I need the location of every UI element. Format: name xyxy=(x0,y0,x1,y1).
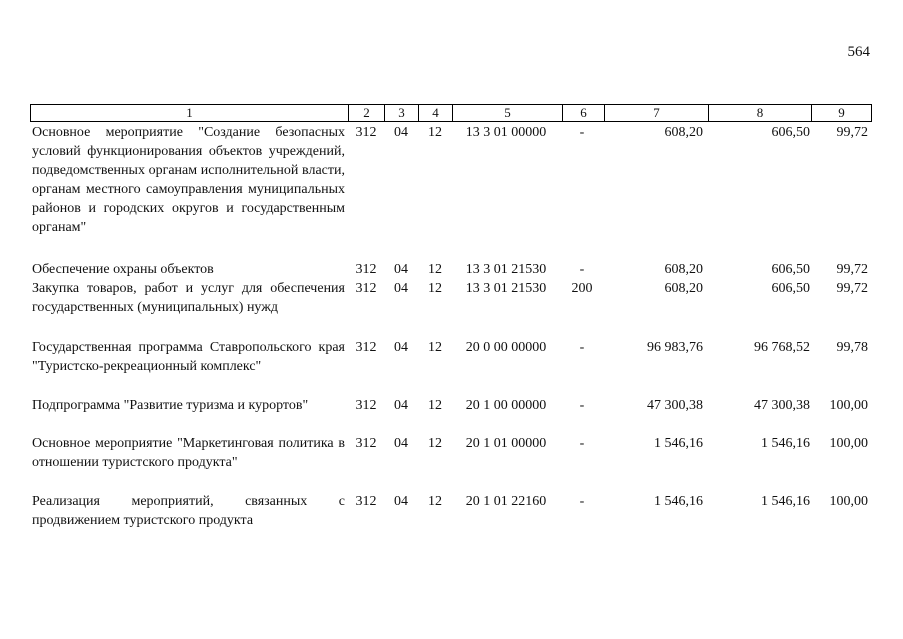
header-col-1: 1 xyxy=(186,105,193,120)
row-col-2: 312 xyxy=(355,340,377,355)
row-col-8: 606,50 xyxy=(771,281,810,296)
row-col-8: 606,50 xyxy=(771,125,810,140)
row-col-5: 20 0 00 00000 xyxy=(465,340,547,355)
header-col-7: 7 xyxy=(604,105,708,121)
row-col-4: 12 xyxy=(428,262,442,277)
row-col-7: 1 546,16 xyxy=(654,436,703,451)
row-col-4: 12 xyxy=(428,494,442,509)
row-col-9: 100,00 xyxy=(829,436,868,451)
row-col-5: 20 1 00 00000 xyxy=(465,398,547,413)
row-col-7: 1 546,16 xyxy=(654,494,703,509)
row-col-5: 20 1 01 00000 xyxy=(465,436,547,451)
row-col-6: - xyxy=(579,262,585,277)
row-col-7: 96 983,76 xyxy=(647,340,703,355)
row-col-2: 312 xyxy=(355,436,377,451)
row-col-2: 312 xyxy=(355,494,377,509)
row-col-6: - xyxy=(579,436,585,451)
header-col-4: 4 xyxy=(418,105,452,121)
row-col-9: 100,00 xyxy=(829,494,868,509)
row-col-5: 13 3 01 21530 xyxy=(465,281,547,296)
row-col-4: 12 xyxy=(428,398,442,413)
table-header xyxy=(30,104,872,122)
row-col-4: 12 xyxy=(428,340,442,355)
row-col-3: 04 xyxy=(394,494,408,509)
row-col-6: - xyxy=(579,398,585,413)
row-name: Реализация мероприятий, связанных с продвижением туристского продукта xyxy=(32,494,345,528)
row-col-3: 04 xyxy=(394,436,408,451)
row-col-4: 12 xyxy=(428,281,442,296)
row-col-6: - xyxy=(579,125,585,140)
row-col-9: 99,72 xyxy=(836,125,868,140)
row-col-3: 04 xyxy=(394,125,408,140)
row-col-3: 04 xyxy=(394,340,408,355)
row-name: Обеспечение охраны объектов xyxy=(32,262,214,277)
row-col-4: 12 xyxy=(428,125,442,140)
row-col-7: 608,20 xyxy=(664,281,703,296)
row-col-3: 04 xyxy=(394,281,408,296)
row-col-6: - xyxy=(579,340,585,355)
row-col-9: 99,78 xyxy=(836,340,868,355)
row-col-2: 312 xyxy=(355,281,377,296)
row-name: Государственная программа Ставропольского края "Туристско-рекреационный комплекс" xyxy=(32,340,345,374)
row-col-5: 13 3 01 21530 xyxy=(465,262,547,277)
row-col-8: 1 546,16 xyxy=(761,494,810,509)
row-col-5: 13 3 01 00000 xyxy=(465,125,547,140)
row-name: Основное мероприятие "Создание безопасных условий функционирования объектов учреждений, подведомственных органам исполнительной власти, органам местного самоуправления муниципальных районов и городских округов и государственным органам" xyxy=(32,125,345,235)
row-col-9: 99,72 xyxy=(836,262,868,277)
row-col-6: 200 xyxy=(571,281,593,296)
header-col-5: 5 xyxy=(452,105,562,121)
row-col-2: 312 xyxy=(355,262,377,277)
row-col-7: 47 300,38 xyxy=(647,398,703,413)
header-col-6: 6 xyxy=(562,105,604,121)
row-name: Основное мероприятие "Маркетинговая политика в отношении туристского продукта" xyxy=(32,436,345,470)
row-col-6: - xyxy=(579,494,585,509)
page-number: 564 xyxy=(847,44,870,60)
row-col-4: 12 xyxy=(428,436,442,451)
row-name: Закупка товаров, работ и услуг для обеспечения государственных (муниципальных) нужд xyxy=(32,281,345,315)
row-col-9: 99,72 xyxy=(836,281,868,296)
row-col-5: 20 1 01 22160 xyxy=(465,494,547,509)
row-col-8: 96 768,52 xyxy=(754,340,810,355)
header-col-3: 3 xyxy=(384,105,418,121)
row-col-8: 1 546,16 xyxy=(761,436,810,451)
header-col-8: 8 xyxy=(708,105,811,121)
row-col-2: 312 xyxy=(355,398,377,413)
row-col-7: 608,20 xyxy=(664,262,703,277)
row-col-7: 608,20 xyxy=(664,125,703,140)
row-col-8: 47 300,38 xyxy=(754,398,810,413)
row-name: Подпрограмма "Развитие туризма и курортов" xyxy=(32,398,309,413)
row-col-3: 04 xyxy=(394,262,408,277)
header-col-9: 9 xyxy=(811,105,871,121)
header-col-2: 2 xyxy=(348,105,384,121)
row-col-3: 04 xyxy=(394,398,408,413)
row-col-2: 312 xyxy=(355,125,377,140)
row-col-9: 100,00 xyxy=(829,398,868,413)
row-col-8: 606,50 xyxy=(771,262,810,277)
